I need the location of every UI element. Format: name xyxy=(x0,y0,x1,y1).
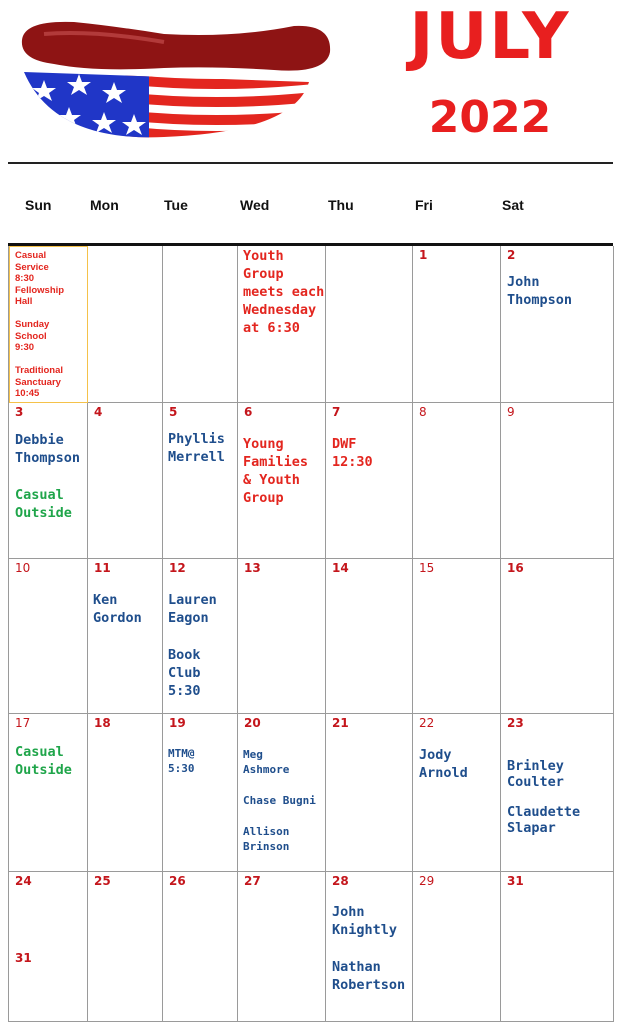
day-cell-empty-wed xyxy=(238,246,326,403)
day-cell-8 xyxy=(413,403,501,559)
day-number: 8 xyxy=(419,405,427,419)
day-cell-12 xyxy=(163,559,238,714)
day-cell-empty-sun xyxy=(9,246,88,403)
event-text: Meg Ashmore xyxy=(243,748,290,776)
day-cell-11 xyxy=(88,559,163,714)
day-number: 27 xyxy=(244,874,261,888)
day-cell-7 xyxy=(326,403,413,559)
day-cell-21 xyxy=(326,714,413,872)
event-text: Casual Outside xyxy=(15,487,72,521)
day-cell-16 xyxy=(501,559,614,714)
weekday-fri: Fri xyxy=(415,197,433,213)
day-number: 10 xyxy=(15,561,31,575)
event-text: Chase Bugni xyxy=(243,794,316,807)
event-text: Casual Outside xyxy=(15,744,72,778)
hot-dog-flag-logo xyxy=(14,12,334,142)
day-number: 19 xyxy=(169,716,186,730)
day-cell-empty-mon xyxy=(88,246,163,403)
weekday-sat: Sat xyxy=(502,197,524,213)
event-text: Lauren Eagon xyxy=(168,592,217,626)
day-number: 4 xyxy=(94,405,103,419)
day-number: 28 xyxy=(332,874,349,888)
calendar-grid xyxy=(8,246,614,1022)
day-number: 29 xyxy=(419,874,435,888)
day-cell-13 xyxy=(238,559,326,714)
event-text: Jody Arnold xyxy=(419,747,468,781)
day-number: 12 xyxy=(169,561,186,575)
day-number: 16 xyxy=(507,561,524,575)
event-text: John Thompson xyxy=(507,274,573,308)
day-number: 31 xyxy=(507,874,524,888)
day-number-alt: 31 xyxy=(15,951,32,965)
day-cell-9 xyxy=(501,403,614,559)
day-number: 21 xyxy=(332,716,349,730)
weekday-mon: Mon xyxy=(90,197,119,213)
day-number: 17 xyxy=(15,716,31,730)
event-text: Claudette Slapar xyxy=(507,804,581,836)
day-cell-empty-thu xyxy=(326,246,413,403)
weekday-tue: Tue xyxy=(164,197,188,213)
day-cell-25 xyxy=(88,872,163,1022)
day-number: 2 xyxy=(507,248,516,262)
day-number: 13 xyxy=(244,561,261,575)
day-cell-18 xyxy=(88,714,163,872)
day-cell-19 xyxy=(163,714,238,872)
day-number: 7 xyxy=(332,405,341,419)
weekday-wed: Wed xyxy=(240,197,270,213)
day-cell-23 xyxy=(501,714,614,872)
event-text: Debbie Thompson xyxy=(15,432,81,466)
day-number: 6 xyxy=(244,405,253,419)
weekday-thu: Thu xyxy=(328,197,354,213)
year-title: 2022 xyxy=(428,92,552,143)
day-number: 25 xyxy=(94,874,111,888)
event-text: Brinley Coulter xyxy=(507,758,564,790)
day-number: 14 xyxy=(332,561,349,575)
day-cell-15 xyxy=(413,559,501,714)
day-number: 11 xyxy=(94,561,111,575)
day-number: 20 xyxy=(244,716,261,730)
youth-group-note: Youth Group meets each Wednesday at 6:30 xyxy=(243,248,325,336)
day-number: 3 xyxy=(15,405,24,419)
day-number: 24 xyxy=(15,874,32,888)
day-cell-empty-tue xyxy=(163,246,238,403)
event-text: Young Families & Youth Group xyxy=(243,436,309,506)
day-number: 23 xyxy=(507,716,524,730)
event-text: Book Club 5:30 xyxy=(168,647,201,699)
event-text: Nathan Robertson xyxy=(332,959,406,993)
day-cell-29 xyxy=(413,872,501,1022)
day-cell-4 xyxy=(88,403,163,559)
day-cell-14 xyxy=(326,559,413,714)
day-cell-28 xyxy=(326,872,413,1022)
day-number: 18 xyxy=(94,716,111,730)
day-cell-27 xyxy=(238,872,326,1022)
event-text: Allison Brinson xyxy=(243,825,290,853)
day-cell-5 xyxy=(163,403,238,559)
weekday-sun: Sun xyxy=(25,197,52,213)
event-text: Phyllis Merrell xyxy=(168,431,225,465)
day-number: 22 xyxy=(419,716,435,730)
day-cell-22 xyxy=(413,714,501,872)
event-text: Ken Gordon xyxy=(93,592,142,626)
event-text: DWF 12:30 xyxy=(332,436,373,470)
day-number: 26 xyxy=(169,874,186,888)
day-cell-1 xyxy=(413,246,501,403)
day-number: 9 xyxy=(507,405,515,419)
day-cell-20 xyxy=(238,714,326,872)
event-text: John Knightly xyxy=(332,904,398,938)
month-title: JULY xyxy=(409,0,571,74)
event-text: MTM@ 5:30 xyxy=(168,747,195,775)
day-number: 1 xyxy=(419,248,428,262)
day-number: 5 xyxy=(169,405,178,419)
service-note: Casual Service 8:30 Fellowship Hall Sunday School 9:30 Traditional Sanctuary 10:45 xyxy=(15,250,65,399)
day-cell-3 xyxy=(9,403,88,559)
day-cell-10 xyxy=(9,559,88,714)
day-cell-6 xyxy=(238,403,326,559)
day-cell-31 xyxy=(501,872,614,1022)
day-cell-26 xyxy=(163,872,238,1022)
day-cell-17 xyxy=(9,714,88,872)
day-number: 15 xyxy=(419,561,435,575)
day-cell-24 xyxy=(9,872,88,1022)
day-cell-2 xyxy=(501,246,614,403)
header-divider xyxy=(8,162,613,164)
